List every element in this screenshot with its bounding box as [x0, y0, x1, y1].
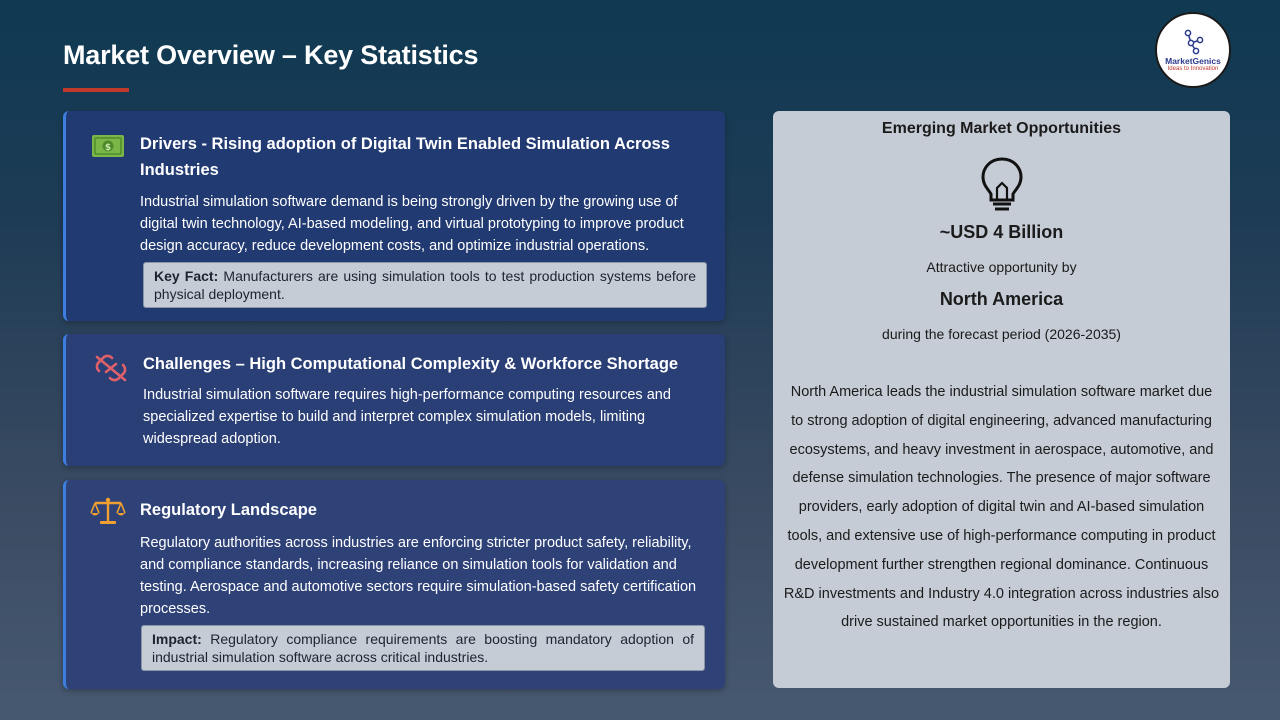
svg-text:$: $: [104, 143, 112, 153]
title-underline: [63, 88, 129, 92]
drivers-heading: Drivers - Rising adoption of Digital Twin Enabled Simulation Across Industries: [140, 135, 670, 179]
page-title: Market Overview – Key Statistics: [63, 40, 479, 70]
network-nodes-icon: [1180, 29, 1206, 55]
logo-tagline: Ideas to Innovation: [1167, 65, 1219, 72]
drivers-card: [63, 111, 725, 321]
impact-label: Impact:: [152, 631, 202, 647]
opportunity-value: ~USD 4 Billion: [939, 222, 1064, 242]
opportunities-panel: [773, 111, 1230, 688]
forecast-period: during the forecast period (2026-2035): [882, 326, 1121, 342]
logo-name: MarketGenics: [1165, 56, 1221, 67]
opportunities-title: Emerging Market Opportunities: [881, 120, 1122, 137]
regulatory-heading: Regulatory Landscape: [140, 501, 317, 519]
key-fact-label: Key Fact:: [154, 268, 219, 284]
broken-link-icon: [93, 353, 129, 383]
key-fact-text: Manufacturers are using simulation tools to test production systems before physical deployment.: [154, 268, 697, 302]
challenges-heading: Challenges – High Computational Complexity & Workforce Shortage: [143, 355, 679, 373]
opportunity-description: North America leads the industrial simulation software market due to strong adoption of digital engineering, advanced manufacturing ecosystems, and heavy investment in aerospace, automotive, and defense simulation technologies. The presence of major software providers, early adoption of digital twin and AI-based simulation tools, and extensive use of high-performance computing in product development further strengthen regional dominance. Continuous R&D investments and Industry 4.0 integration across industries also drive sustained market opportunities in the region.: [783, 384, 1220, 631]
lightbulb-icon: [978, 156, 1026, 212]
impact-text: Regulatory compliance requirements are boosting mandatory adoption of industrial simulation software across critical industries.: [152, 631, 695, 665]
impact-box: [141, 625, 705, 671]
scales-icon: [90, 496, 126, 526]
opportunity-subtitle: Attractive opportunity by: [926, 259, 1077, 275]
challenges-body: Industrial simulation software requires high-performance computing resources and specialized expertise to build and interpret complex simulation models, limiting widespread adoption.: [143, 387, 671, 447]
regulatory-body: Regulatory authorities across industries are enforcing stricter product safety, reliability, and compliance standards, increasing reliance on simulation tools for validation and testing. Aerospace and automotive sectors require simulation-based safety certification processes.: [140, 535, 697, 617]
regulatory-card: [63, 480, 725, 689]
company-logo: [1155, 12, 1231, 88]
drivers-body: Industrial simulation software demand is being strongly driven by the growing use of digital twin technology, AI-based modeling, and virtual prototyping to improve product design accuracy, reduce development costs, and optimize industrial operations.: [140, 194, 684, 254]
key-fact-box: [143, 262, 707, 308]
money-icon: [90, 131, 126, 161]
opportunity-region: North America: [939, 289, 1064, 309]
challenges-card: [63, 334, 725, 466]
